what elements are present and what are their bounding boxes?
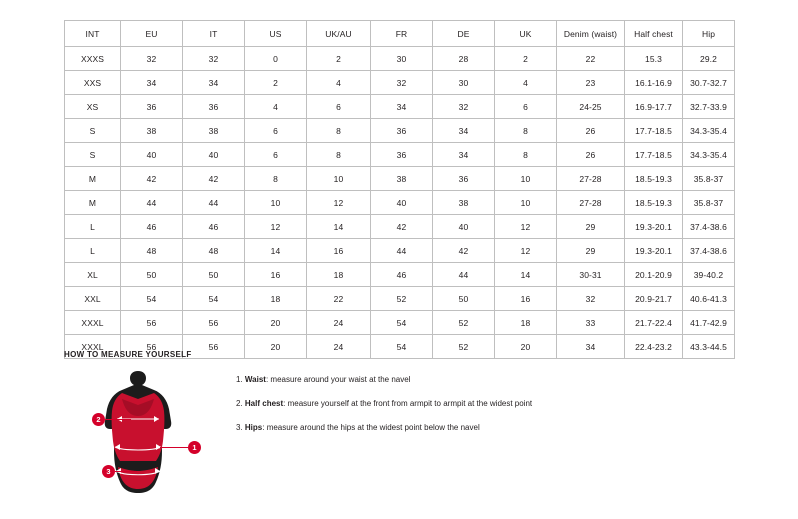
table-cell: 34 xyxy=(371,95,433,119)
measurement-instructions xyxy=(236,369,532,447)
marker-badge-3: 3 xyxy=(102,465,115,478)
column-header: IT xyxy=(183,21,245,47)
column-header: INT xyxy=(65,21,121,47)
table-cell: 15.3 xyxy=(625,47,683,71)
table-cell: 6 xyxy=(307,95,371,119)
marker-badge-1: 1 xyxy=(188,441,201,454)
table-cell: 6 xyxy=(495,95,557,119)
instruction-text: : measure around the hips at the widest point below the navel xyxy=(262,423,480,432)
table-cell: 6 xyxy=(245,119,307,143)
table-cell: 50 xyxy=(183,263,245,287)
table-cell: 52 xyxy=(371,287,433,311)
table-cell: 14 xyxy=(245,239,307,263)
table-cell: 34 xyxy=(121,71,183,95)
column-header: EU xyxy=(121,21,183,47)
table-cell: 56 xyxy=(183,311,245,335)
table-cell: 27-28 xyxy=(557,167,625,191)
leader-line-2 xyxy=(105,419,131,420)
table-cell: 44 xyxy=(183,191,245,215)
table-row xyxy=(65,191,735,215)
table-cell: 20 xyxy=(495,335,557,359)
table-cell: XXXL xyxy=(65,335,121,359)
table-cell: L xyxy=(65,239,121,263)
table-cell: 4 xyxy=(245,95,307,119)
table-cell: 50 xyxy=(433,287,495,311)
table-cell: 46 xyxy=(183,215,245,239)
table-cell: M xyxy=(65,167,121,191)
column-header: UK xyxy=(495,21,557,47)
table-cell: 52 xyxy=(433,335,495,359)
instruction-number: 3. xyxy=(236,423,243,432)
table-cell: 21.7-22.4 xyxy=(625,311,683,335)
table-cell: 38 xyxy=(183,119,245,143)
table-cell: 33 xyxy=(557,311,625,335)
column-header: FR xyxy=(371,21,433,47)
table-row xyxy=(65,47,735,71)
instruction-term: Waist xyxy=(244,375,266,384)
table-cell: 10 xyxy=(495,191,557,215)
table-cell: 18.5-19.3 xyxy=(625,191,683,215)
table-cell: 30 xyxy=(371,47,433,71)
leader-line-1 xyxy=(160,447,188,448)
table-cell: 34.3-35.4 xyxy=(683,143,735,167)
table-cell: 34 xyxy=(433,119,495,143)
table-cell: 29.2 xyxy=(683,47,735,71)
table-cell: 56 xyxy=(121,335,183,359)
table-cell: 24 xyxy=(307,311,371,335)
table-cell: 32.7-33.9 xyxy=(683,95,735,119)
table-cell: 2 xyxy=(245,71,307,95)
table-cell: 54 xyxy=(371,311,433,335)
marker-badge-2: 2 xyxy=(92,413,105,426)
column-header: UK/AU xyxy=(307,21,371,47)
table-cell: 35.8-37 xyxy=(683,191,735,215)
table-cell: 30-31 xyxy=(557,263,625,287)
table-cell: 16.9-17.7 xyxy=(625,95,683,119)
table-cell: 18 xyxy=(245,287,307,311)
table-cell: 12 xyxy=(495,215,557,239)
table-cell: 42 xyxy=(433,239,495,263)
table-cell: 40 xyxy=(183,143,245,167)
table-cell: 56 xyxy=(183,335,245,359)
table-cell: 32 xyxy=(183,47,245,71)
table-cell: 2 xyxy=(307,47,371,71)
table-cell: 39-40.2 xyxy=(683,263,735,287)
table-cell: 16 xyxy=(245,263,307,287)
table-cell: 12 xyxy=(307,191,371,215)
table-cell: 30.7-32.7 xyxy=(683,71,735,95)
table-cell: 48 xyxy=(121,239,183,263)
table-cell: 48 xyxy=(183,239,245,263)
table-cell: 32 xyxy=(433,95,495,119)
table-cell: 18 xyxy=(495,311,557,335)
table-cell: 36 xyxy=(183,95,245,119)
table-cell: 27-28 xyxy=(557,191,625,215)
table-cell: 52 xyxy=(433,311,495,335)
table-cell: 40 xyxy=(433,215,495,239)
table-cell: 4 xyxy=(307,71,371,95)
table-cell: 20 xyxy=(245,335,307,359)
table-cell: 8 xyxy=(495,119,557,143)
table-cell: 17.7-18.5 xyxy=(625,143,683,167)
instruction-item-half-chest xyxy=(236,399,532,409)
column-header: Half chest xyxy=(625,21,683,47)
table-cell: 40.6-41.3 xyxy=(683,287,735,311)
instruction-term: Half chest xyxy=(244,399,284,408)
table-cell: 19.3-20.1 xyxy=(625,239,683,263)
table-cell: 35.8-37 xyxy=(683,167,735,191)
mannequin-illustration xyxy=(92,369,184,499)
instruction-text: : measure around your waist at the navel xyxy=(265,375,411,384)
table-cell: L xyxy=(65,215,121,239)
column-header: Hip xyxy=(683,21,735,47)
table-cell: 34 xyxy=(557,335,625,359)
table-cell: 38 xyxy=(371,167,433,191)
table-cell: 14 xyxy=(307,215,371,239)
table-cell: M xyxy=(65,191,121,215)
table-row xyxy=(65,119,735,143)
table-cell: 30 xyxy=(433,71,495,95)
table-cell: 46 xyxy=(371,263,433,287)
instruction-number: 2. xyxy=(236,399,243,408)
instruction-number: 1. xyxy=(236,375,243,384)
instruction-text: : measure yourself at the front from armpit to armpit at the widest point xyxy=(283,399,533,408)
table-cell: 34 xyxy=(183,71,245,95)
table-cell: 40 xyxy=(121,143,183,167)
table-cell: 2 xyxy=(495,47,557,71)
table-row xyxy=(65,311,735,335)
table-cell: XL xyxy=(65,263,121,287)
table-cell: 36 xyxy=(433,167,495,191)
table-cell: 32 xyxy=(557,287,625,311)
leader-line-3 xyxy=(115,471,137,472)
table-cell: 16.1-16.9 xyxy=(625,71,683,95)
table-cell: 8 xyxy=(307,143,371,167)
measurement-figure xyxy=(64,369,214,499)
table-cell: 18 xyxy=(307,263,371,287)
table-header-row xyxy=(65,21,735,47)
table-cell: 38 xyxy=(121,119,183,143)
table-cell: 16 xyxy=(495,287,557,311)
table-cell: 38 xyxy=(433,191,495,215)
instruction-item-waist xyxy=(236,375,532,385)
table-cell: XXL xyxy=(65,287,121,311)
size-chart-table xyxy=(64,20,735,359)
table-cell: 8 xyxy=(495,143,557,167)
table-row xyxy=(65,143,735,167)
table-cell: 0 xyxy=(245,47,307,71)
column-header: Denim (waist) xyxy=(557,21,625,47)
how-to-measure-title: HOW TO MEASURE YOURSELF xyxy=(64,350,192,359)
table-cell: 29 xyxy=(557,239,625,263)
table-cell: 42 xyxy=(183,167,245,191)
table-cell: 23 xyxy=(557,71,625,95)
table-cell: 36 xyxy=(371,119,433,143)
table-cell: 42 xyxy=(371,215,433,239)
table-cell: 56 xyxy=(121,311,183,335)
table-cell: 17.7-18.5 xyxy=(625,119,683,143)
table-row xyxy=(65,167,735,191)
table-row xyxy=(65,263,735,287)
table-cell: 8 xyxy=(245,167,307,191)
table-cell: 22.4-23.2 xyxy=(625,335,683,359)
table-cell: 20.9-21.7 xyxy=(625,287,683,311)
table-cell: 10 xyxy=(495,167,557,191)
table-cell: 44 xyxy=(371,239,433,263)
table-cell: XXXL xyxy=(65,311,121,335)
table-cell: XXS xyxy=(65,71,121,95)
table-cell: 43.3-44.5 xyxy=(683,335,735,359)
table-cell: 40 xyxy=(371,191,433,215)
table-cell: 24 xyxy=(307,335,371,359)
how-to-measure-body xyxy=(64,369,734,499)
table-cell: 54 xyxy=(183,287,245,311)
table-cell: 54 xyxy=(121,287,183,311)
table-cell: 8 xyxy=(307,119,371,143)
table-cell: 19.3-20.1 xyxy=(625,215,683,239)
table-cell: 26 xyxy=(557,143,625,167)
table-row xyxy=(65,71,735,95)
table-cell: 41.7-42.9 xyxy=(683,311,735,335)
column-header: US xyxy=(245,21,307,47)
size-chart-container xyxy=(64,20,734,359)
table-cell: 12 xyxy=(245,215,307,239)
table-cell: XXXS xyxy=(65,47,121,71)
table-cell: 54 xyxy=(371,335,433,359)
table-cell: 36 xyxy=(121,95,183,119)
table-cell: 46 xyxy=(121,215,183,239)
table-cell: 34 xyxy=(433,143,495,167)
table-cell: 44 xyxy=(121,191,183,215)
table-cell: S xyxy=(65,143,121,167)
table-cell: 6 xyxy=(245,143,307,167)
table-cell: 14 xyxy=(495,263,557,287)
column-header: DE xyxy=(433,21,495,47)
table-cell: 22 xyxy=(557,47,625,71)
table-cell: 20 xyxy=(245,311,307,335)
table-cell: 44 xyxy=(433,263,495,287)
table-cell: 29 xyxy=(557,215,625,239)
table-cell: 24-25 xyxy=(557,95,625,119)
table-cell: 37.4-38.6 xyxy=(683,215,735,239)
table-row xyxy=(65,287,735,311)
table-cell: 26 xyxy=(557,119,625,143)
table-row xyxy=(65,215,735,239)
table-cell: 4 xyxy=(495,71,557,95)
table-cell: 42 xyxy=(121,167,183,191)
table-cell: 50 xyxy=(121,263,183,287)
instruction-item-hips xyxy=(236,423,532,433)
table-cell: 12 xyxy=(495,239,557,263)
table-cell: 22 xyxy=(307,287,371,311)
table-row xyxy=(65,239,735,263)
table-cell: 10 xyxy=(307,167,371,191)
table-cell: 36 xyxy=(371,143,433,167)
table-cell: 10 xyxy=(245,191,307,215)
how-to-measure-section xyxy=(64,350,734,499)
table-cell: 16 xyxy=(307,239,371,263)
table-cell: 32 xyxy=(371,71,433,95)
table-cell: 34.3-35.4 xyxy=(683,119,735,143)
table-cell: 20.1-20.9 xyxy=(625,263,683,287)
table-cell: 37.4-38.6 xyxy=(683,239,735,263)
instruction-term: Hips xyxy=(244,423,263,432)
table-cell: 18.5-19.3 xyxy=(625,167,683,191)
table-cell: S xyxy=(65,119,121,143)
table-cell: 28 xyxy=(433,47,495,71)
table-row xyxy=(65,95,735,119)
table-cell: XS xyxy=(65,95,121,119)
table-cell: 32 xyxy=(121,47,183,71)
